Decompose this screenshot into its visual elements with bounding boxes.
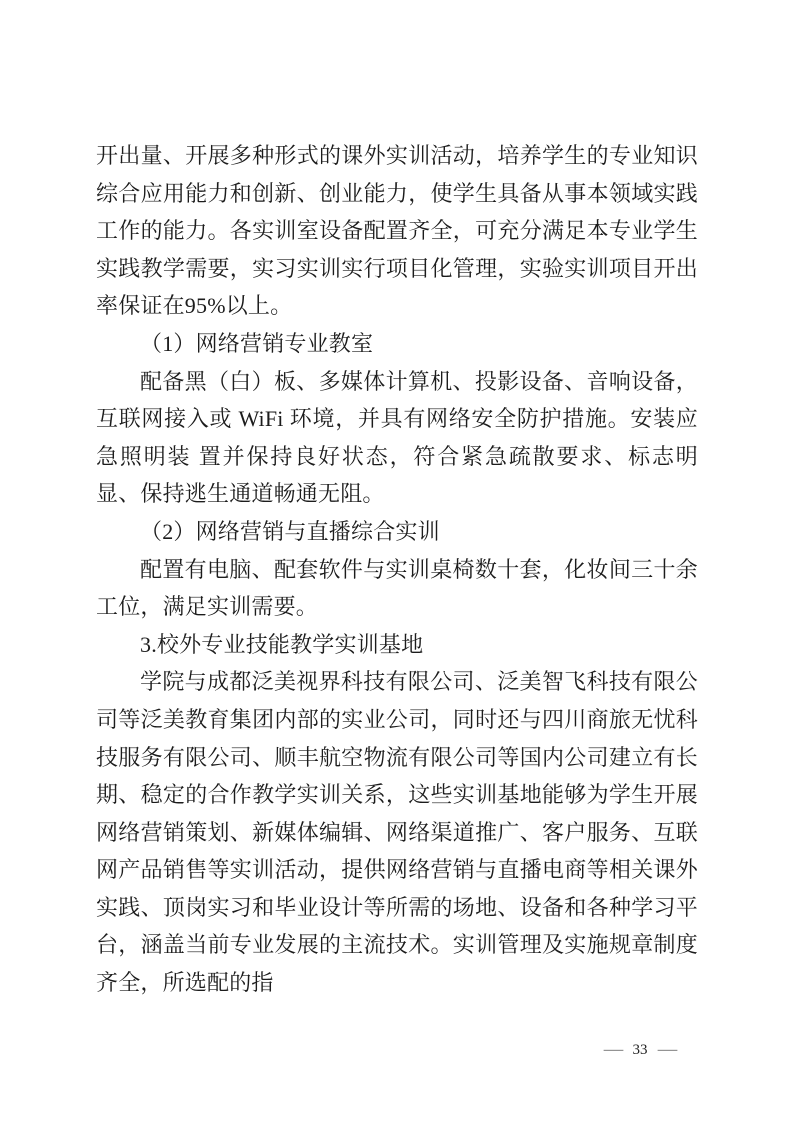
page-footer: [575, 1042, 705, 1059]
subheading-3: 3.校外专业技能教学实训基地: [140, 631, 424, 657]
paragraph-classroom-equipment: 配备黑（白）板、多媒体计算机、投影设备、音响设备，互联网接入或 WiFi 环境，并具有网络安全防护措施。安装应急照明装 置并保持良好状态，符合紧急疏散要求、标志明显、保持逃生通道畅通无阻。: [96, 368, 698, 507]
paragraph-external-bases: 学院与成都泛美视界科技有限公司、泛美智飞科技有限公司等泛美教育集团内部的实业公司，同时还与四川商旅无忧科技服务有限公司、顺丰航空物流有限公司等国内公司建立有长期、稳定的合作教学实训关系，这些实训基地能够为学生开展网络营销策划、新媒体编辑、网络渠道推广、客户服务、互联网产品销售等实训活动，提供网络营销与直播电商等相关课外实践、顶岗实习和毕业设计等所需的场地、设备和各种学习平台，涵盖当前专业发展的主流技术。实训管理及实施规章制度齐全，所选配的指: [96, 669, 698, 996]
subheading-2: （2）网络营销与直播综合实训: [140, 518, 440, 544]
paragraph-continuation: 开出量、开展多种形式的课外实训活动，培养学生的专业知识综合应用能力和创新、创业能力，使学生具备从事本领域实践工作的能力。各实训室设备配置齐全，可充分满足本专业学生实践教学需要，实习实训实行项目化管理，实验实训项目开出率保证在95%以上。: [96, 143, 698, 319]
subheading-1: （1）网络营销专业教室: [140, 330, 374, 356]
paragraph-training-room: 配置有电脑、配套软件与实训桌椅数十套，化妆间三十余工位，满足实训需要。: [96, 556, 698, 620]
footer-dash-right: —: [657, 1042, 677, 1058]
page-number: 33: [632, 1042, 648, 1058]
footer-dash-left: —: [603, 1042, 623, 1058]
document-body: [96, 137, 698, 1002]
